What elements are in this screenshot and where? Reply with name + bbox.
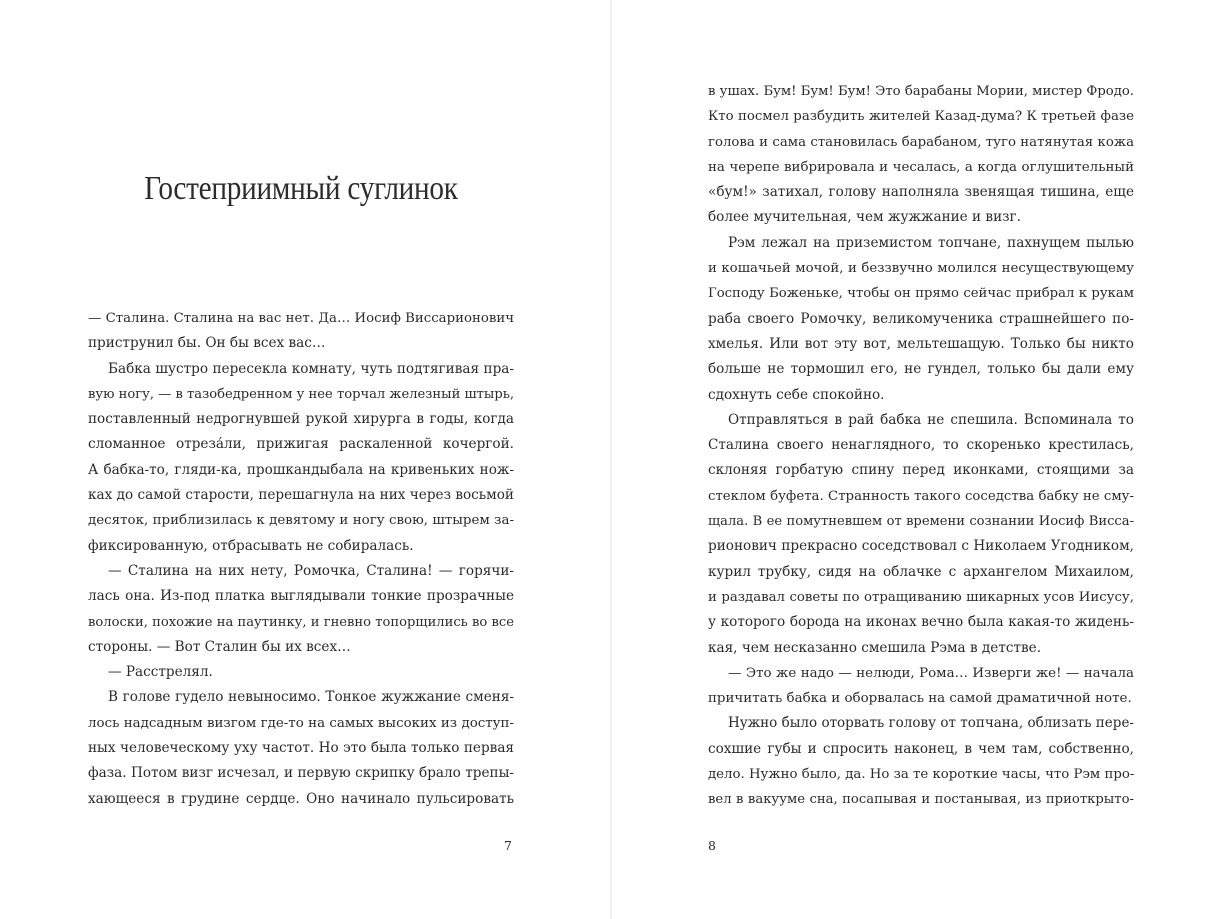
text-line: щала. В ее помутневшем от времени сознании Иосиф Висса- — [708, 514, 1134, 530]
page-number-left: 7 — [504, 838, 512, 853]
text-line: — Сталина на них нету, Ромочка, Сталина! — горячи- — [108, 562, 514, 579]
text-line: Нужно было оторвать голову от топчана, облизать пере- — [728, 715, 1134, 732]
text-line: ных человеческому уху частот. Но это была только первая — [88, 740, 514, 757]
text-line: фиксированную, отбрасывать не собиралась. — [88, 537, 414, 554]
text-line: лась она. Из-под платка выглядывали тонкие прозрачные — [88, 588, 514, 605]
text-line: Отправляться в рай бабка не спешила. Вспоминала то — [728, 411, 1134, 428]
chapter-title: Гостеприимный суглинок — [144, 170, 458, 207]
text-line: на черепе вибрировала и чесалась, а когда оглушительный — [708, 159, 1134, 175]
text-line: сохшие губы и спросить наконец, в чем там, собственно, — [708, 740, 1134, 757]
text-line: — Сталина. Сталина на вас нет. Да… Иосиф Виссарионович — [88, 311, 514, 326]
text-line: лось надсадным визгом где-то на самых высоких из доступ- — [88, 715, 514, 731]
text-line: рионович прекрасно соседствовал с Николаем Угодником, — [708, 538, 1134, 555]
text-line: раба своего Ромочку, великомученика страшнейшего по- — [708, 310, 1134, 327]
text-line: и кошачьей мочой, и беззвучно молился несуществующему — [708, 261, 1134, 277]
text-line: причитать бабка и оборвалась на самой драматичной ноте. — [708, 691, 1132, 707]
text-line: вел в вакууме сна, посапывая и постанывая, из приоткрыто- — [708, 792, 1134, 808]
page-number-right: 8 — [708, 838, 716, 853]
text-line: Рэм лежал на приземистом топчане, пахнущем пылью — [728, 234, 1134, 251]
text-line: ках до самой старости, перешагнула на них через восьмой — [88, 487, 514, 504]
text-line: Сталина своего ненаглядного, то скоренько крестилась, — [708, 437, 1134, 454]
text-line: Бабка шустро пересекла комнату, чуть подтягивая пра- — [108, 360, 514, 377]
right-page-text — [708, 79, 1134, 813]
text-line: — Расстрелял. — [108, 664, 213, 681]
text-line: фаза. Потом визг исчезал, и первую скрипку брало трепы- — [88, 765, 514, 782]
text-line: стеклом буфета. Странность такого соседства бабку не сму- — [708, 488, 1134, 504]
text-line: и раздавал советы по отращиванию шикарных усов Иисусу, — [708, 589, 1134, 605]
text-line: приструнил бы. Он бы всех вас… — [88, 335, 326, 352]
text-line: голова и сама становилась барабаном, туго натянутая кожа — [708, 134, 1134, 150]
text-line: сломанное отреза́ли, прижигая раскаленной кочергой. — [88, 436, 514, 453]
text-line: хающееся в грудине сердце. Оно начинало пульсировать — [88, 790, 514, 807]
text-line: хмелья. Или вот эту вот, мельтешащую. Только бы никто — [708, 335, 1134, 352]
text-line: больше не тормошил его, не гундел, только бы дали ему — [708, 361, 1134, 378]
text-line: десяток, приблизилась к девятому и ногу свою, штырем за- — [88, 513, 514, 529]
text-line: более мучительная, чем жужжание и визг. — [708, 209, 1022, 226]
text-line: — Это же надо — нелюди, Рома… Изверги же! — начала — [728, 665, 1134, 681]
text-line: стороны. — Вот Сталин бы их всех… — [88, 638, 351, 655]
text-line: В голове гудело невыносимо. Тонкое жужжание сменя- — [108, 689, 514, 706]
left-page-text — [88, 306, 514, 812]
text-line: Господу Боженьке, чтобы он прямо сейчас прибрал к рукам — [708, 286, 1134, 302]
text-line: А бабка-то, гляди-ка, прошкандыбала на кривеньких нож- — [88, 461, 514, 478]
text-line: склоняя горбатую спину перед иконками, стоящими за — [708, 462, 1134, 479]
text-line: кая, чем несказанно смешила Рэма в детстве. — [708, 639, 1042, 656]
text-line: у которого борода на иконах вечно была какая-то жидень- — [708, 614, 1134, 631]
text-line: волоски, похожие на паутинку, и гневно топорщились во все — [88, 614, 514, 630]
text-line: Кто посмел разбудить жителей Казад-дума? К третьей фазе — [708, 109, 1134, 125]
left-page — [0, 0, 610, 919]
text-line: поставленный недрогнувшей рукой хирурга в годы, когда — [88, 411, 514, 428]
text-line: в ушах. Бум! Бум! Бум! Это барабаны Мории, мистер Фродо. — [708, 84, 1134, 99]
text-line: сдохнуть себе спокойно. — [708, 386, 885, 403]
text-line: вую ногу, — в тазобедренном у нее торчал железный штырь, — [88, 386, 514, 402]
text-line: «бум!» затихал, голову наполняла звенящая тишина, еще — [708, 184, 1134, 201]
text-line: дело. Нужно было, да. Но за те короткие часы, что Рэм про- — [708, 767, 1135, 783]
right-page — [612, 0, 1222, 919]
text-line: курил трубку, сидя на облачке с архангелом Михаилом, — [708, 563, 1134, 580]
